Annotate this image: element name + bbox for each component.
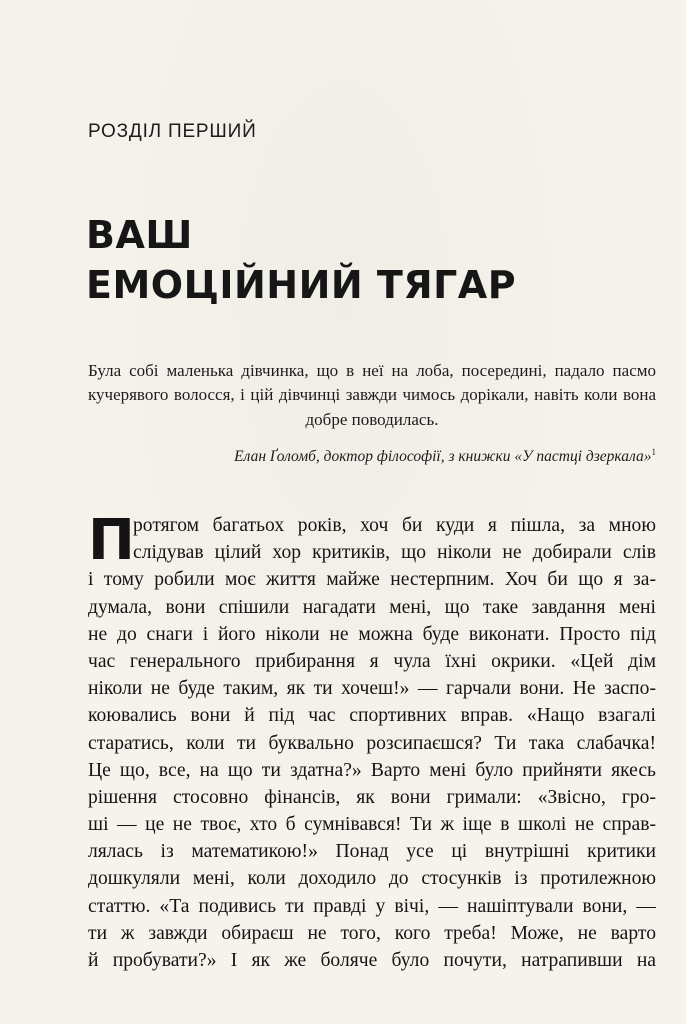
- body-line: лялась із математикою!» Понад усе ці внутрішні критики: [88, 841, 656, 863]
- chapter-label: РОЗДІЛ ПЕРШИЙ: [88, 121, 257, 142]
- body-line: слідував цілий хор критиків, що ніколи не добирали слів: [133, 542, 656, 564]
- body-line: ти ж завжди обираєш не того, кого треба! Може, не варто: [88, 922, 656, 944]
- body-line: статтю. «Та подивись ти правді у вічі, — нашіптували вони, —: [88, 895, 656, 917]
- body-line: і тому робили моє життя майже нестерпним. Хоч би що я за-: [88, 569, 656, 591]
- chapter-title-line-2: ЕМОЦІЙНИЙ ТЯГАР: [86, 263, 517, 307]
- body-line: ніколи не буде таким, як ти хочеш!» — гарчали вони. Не заспо-: [88, 678, 656, 700]
- body-line: час генерального прибирання я чула їхні окрики. «Цей дім: [88, 650, 656, 672]
- body-line: старатись, коли ти буквально розсипаєшся? Ти така слабачка!: [88, 732, 656, 754]
- drop-cap: П: [88, 508, 135, 573]
- body-line: рішення стосовно фінансів, як вони гримали: «Звісно, гро-: [88, 786, 656, 808]
- epigraph-text: Була собі маленька дівчинка, що в неї на лоба, посередині, падало пасмо кучерявого волосся, і цій дівчинці завжди чимось дорікали, навіть коли вона добре поводилась.: [88, 361, 656, 429]
- body-line: не до снаги і його ніколи не можна буде виконати. Просто під: [88, 623, 656, 645]
- body-line: й пробувати?» І як же боляче було почути, натрапивши на: [88, 950, 656, 971]
- body-line: думала, вони спішили нагадати мені, що таке завдання мені: [88, 596, 656, 618]
- chapter-title-line-1: ВАШ: [86, 213, 193, 257]
- body-line: Це що, все, на що ти здатна?» Варто мені було прийняти якесь: [88, 759, 656, 781]
- chapter-title: [86, 210, 516, 310]
- footnote-mark: 1: [651, 447, 656, 457]
- body-line: ротягом багатьох років, хоч би куди я пішла, за мною: [133, 515, 656, 536]
- body-line: коювались вони й під час спортивних вправ. «Нащо взагалі: [88, 705, 656, 727]
- body-text: [88, 508, 656, 974]
- epigraph-source: [88, 441, 656, 468]
- body-line: ші — це не твоє, хто б сумнівався! Ти ж іще в школі не справ-: [88, 814, 656, 836]
- epigraph-source-text: Елан Ґоломб, доктор філософії, з книжки «У пастці дзеркала»: [234, 448, 652, 466]
- body-line: дошкуляли мені, коли доходило до стосунків із протилежною: [88, 868, 656, 890]
